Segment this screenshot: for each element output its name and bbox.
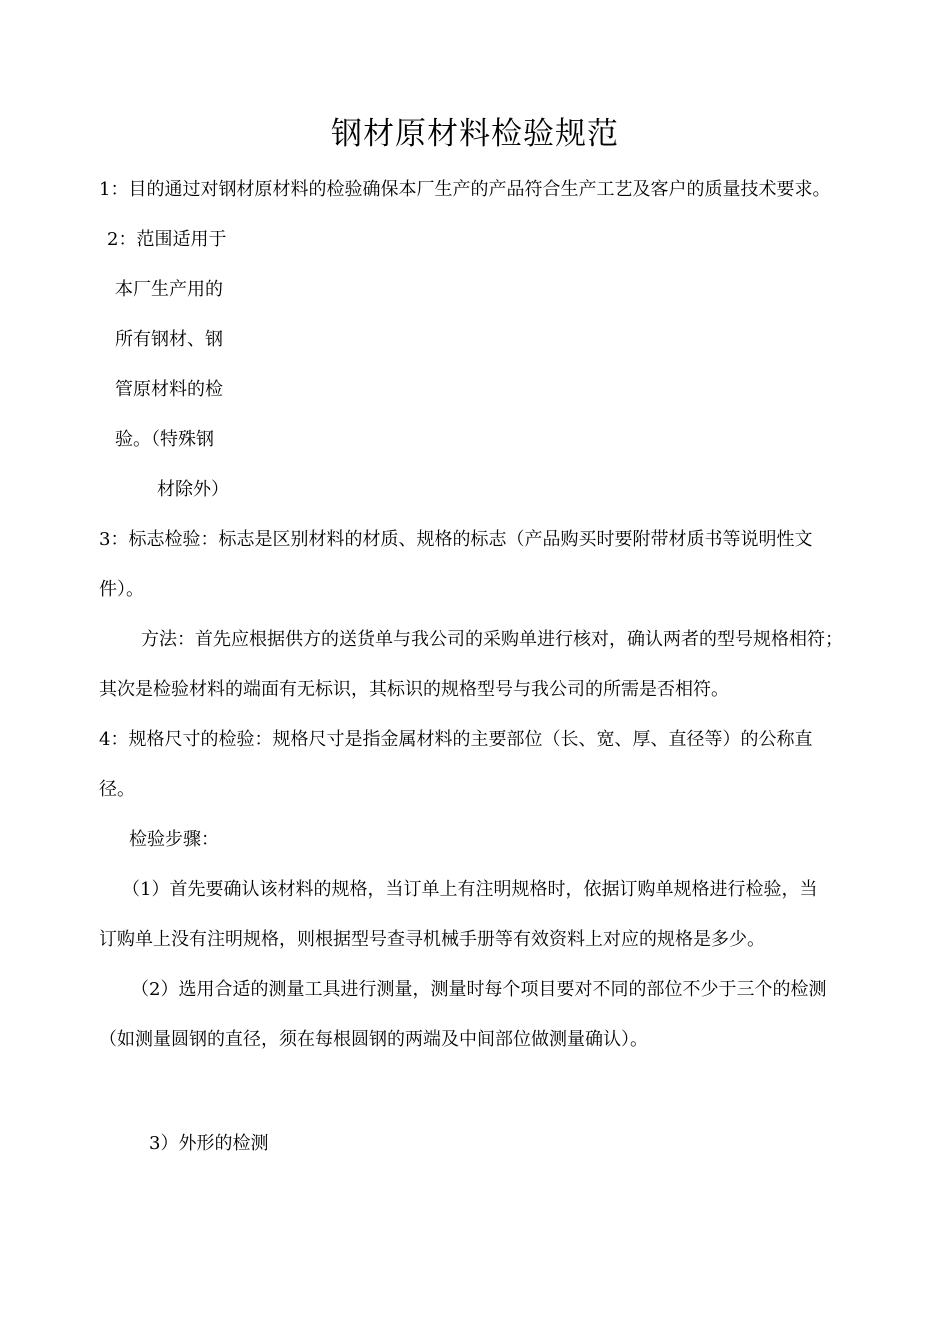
step-1-line-2: 订购单上没有注明规格，则根据型号查寻机械手册等有效资料上对应的规格是多少。: [99, 929, 765, 950]
purpose-line: 1：目的通过对钢材原材料的检验确保本厂生产的产品符合生产工艺及客户的质量技术要求。: [99, 179, 831, 200]
marking-check-line-2: 件）。: [99, 579, 144, 600]
scope-line-3: 所有钢材、钢: [115, 329, 223, 350]
scope-line-1: 2：范围适用于: [107, 229, 227, 250]
shape-check-heading: 3）外形的检测: [149, 1133, 269, 1154]
scope-line-5: 验。（特殊钢: [115, 429, 214, 450]
step-1-line-1: （1）首先要确认该材料的规格，当订单上有注明规格时，依据订购单规格进行检验，当: [122, 879, 818, 900]
step-2-line-2: （如测量圆钢的直径，须在每根圆钢的两端及中间部位做测量确认）。: [99, 1029, 648, 1050]
scope-line-2: 本厂生产用的: [115, 279, 223, 300]
method-line-2: 其次是检验材料的端面有无标识，其标识的规格型号与我公司的所需是否相符。: [99, 679, 729, 700]
scope-line-4: 管原材料的检: [115, 379, 223, 400]
dimension-check-line-2: 径。: [99, 779, 135, 800]
marking-check-line-1: 3：标志检验：标志是区别材料的材质、规格的标志（产品购买时要附带材质书等说明性文: [99, 529, 813, 550]
scope-line-6: 材除外）: [157, 479, 229, 500]
step-2-line-1: （2）选用合适的测量工具进行测量，测量时每个项目要对不同的部位不少于三个的检测: [131, 979, 827, 1000]
dimension-check-line-1: 4：规格尺寸的检验：规格尺寸是指金属材料的主要部位（长、宽、厚、直径等）的公称直: [99, 729, 813, 750]
document-title: 钢材原材料检验规范: [331, 116, 619, 152]
method-line-1: 方法：首先应根据供方的送货单与我公司的采购单进行核对，确认两者的型号规格相符；: [141, 629, 843, 650]
inspection-steps-heading: 检验步骤：: [129, 829, 219, 850]
